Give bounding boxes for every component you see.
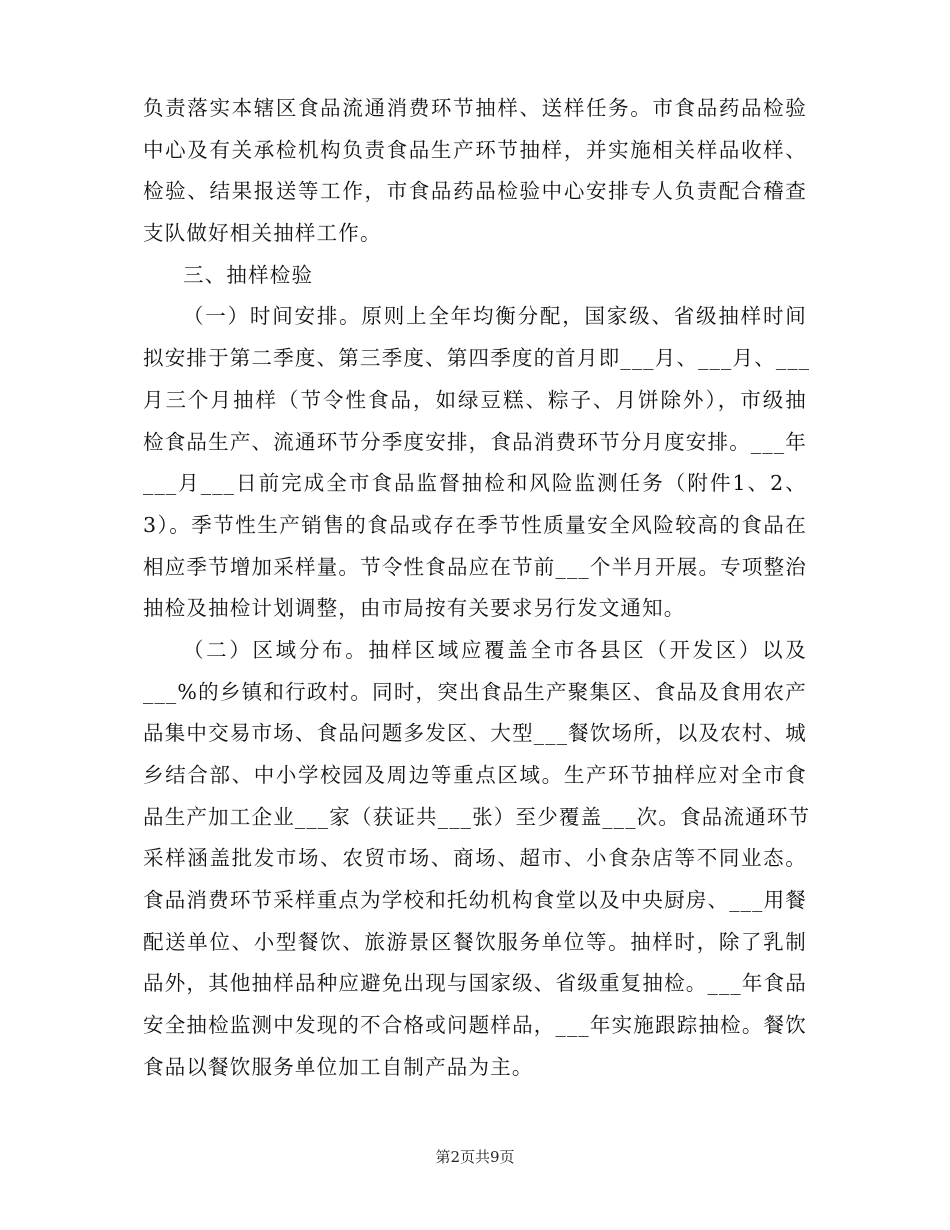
- text-line: 食品以餐饮服务单位加工自制产品为主。: [143, 1054, 534, 1079]
- text-line: 中心及有关承检机构负责食品生产环节抽样，并实施相关样品收样、: [143, 137, 807, 162]
- text-line: ___月___日前完成全市食品监督抽检和风险监测任务（附件1、2、: [143, 471, 807, 496]
- text-line: ___%的乡镇和行政村。同时，突出食品生产聚集区、食品及食用农产: [143, 679, 807, 704]
- text-line: 拟安排于第二季度、第三季度、第四季度的首月即___月、___月、___: [143, 346, 811, 371]
- text-line: 3）。季节性生产销售的食品或存在季节性质量安全风险较高的食品在: [143, 512, 807, 537]
- text-line: 负责落实本辖区食品流通消费环节抽样、送样任务。市食品药品检验: [143, 96, 807, 120]
- text-line: （一）时间安排。原则上全年均衡分配，国家级、省级抽样时间: [183, 304, 807, 329]
- text-line: 检验、结果报送等工作，市食品药品检验中心安排专人负责配合稽查: [143, 179, 807, 204]
- text-line: 品外，其他抽样品种应避免出现与国家级、省级重复抽检。___年食品: [143, 971, 807, 996]
- text-line: 采样涵盖批发市场、农贸市场、商场、超市、小食杂店等不同业态。: [143, 846, 807, 871]
- paragraph-time-arrangement: [143, 296, 811, 630]
- text-line: 支队做好相关抽样工作。: [143, 221, 382, 246]
- section-heading: [143, 255, 807, 297]
- page-number-footer: 第2页共9页: [435, 1148, 515, 1166]
- text-line: 配送单位、小型餐饮、旅游景区餐饮服务单位等。抽样时，除了乳制: [143, 929, 807, 954]
- text-line: 检食品生产、流通环节分季度安排，食品消费环节分月度安排。___年: [143, 429, 807, 454]
- text-line: 月三个月抽样（节令性食品，如绿豆糕、粽子、月饼除外），市级抽: [143, 387, 807, 412]
- text-line: 品集中交易市场、食品问题多发区、大型___餐饮场所，以及农村、城: [143, 721, 807, 746]
- text-line: 相应季节增加采样量。节令性食品应在节前___个半月开展。专项整治: [143, 554, 807, 579]
- text-line: 品生产加工企业___家（获证共___张）至少覆盖___次。食品流通环节: [143, 804, 811, 829]
- text-line: 安全抽检监测中发现的不合格或问题样品，___年实施跟踪抽检。餐饮: [143, 1013, 807, 1038]
- paragraph-regional-distribution: [143, 630, 811, 1089]
- text-line: 乡结合部、中小学校园及周边等重点区域。生产环节抽样应对全市食: [143, 763, 807, 787]
- heading-line: 三、抽样检验: [183, 262, 314, 287]
- text-line: （二）区域分布。抽样区域应覆盖全市各县区（开发区）以及: [183, 637, 807, 662]
- text-line: 抽检及抽检计划调整，由市局按有关要求另行发文通知。: [143, 596, 686, 621]
- text-line: 食品消费环节采样重点为学校和托幼机构食堂以及中央厨房、___用餐: [143, 888, 807, 913]
- document-body: [143, 88, 811, 1089]
- paragraph-continuation: [143, 88, 807, 255]
